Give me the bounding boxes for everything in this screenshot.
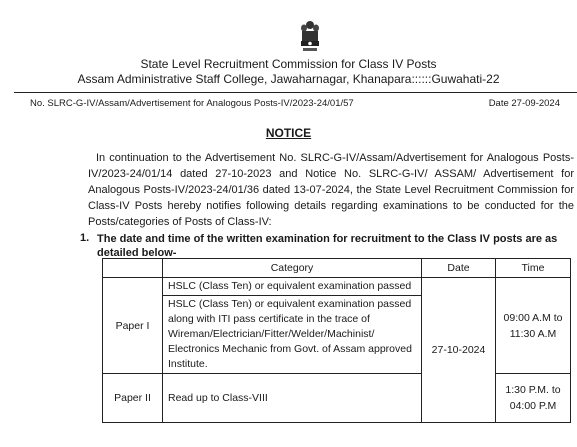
commission-address: Assam Administrative Staff College, Jawaharnagar, Khanapara::::::Guwahati-22: [77, 72, 500, 86]
paper-i-label: Paper I: [103, 278, 163, 374]
table-row: [103, 374, 571, 423]
paper-i-category-1: HSLC (Class Ten) or equivalent examination passed: [163, 278, 422, 296]
exam-date: 27-10-2024: [422, 278, 496, 423]
point-number: 1.: [80, 232, 90, 244]
reference-date: Date 27-09-2024: [488, 98, 560, 109]
notice-title: NOTICE: [265, 126, 312, 140]
header-divider: [14, 92, 577, 93]
header-category: Category: [163, 259, 422, 278]
paper-ii-time: 1:30 P.M. to 04:00 P.M: [496, 374, 571, 423]
exam-schedule-table: [102, 258, 571, 423]
header-date: Date: [422, 259, 496, 278]
paper-i-category-2: HSLC (Class Ten) or equivalent examination passed along with ITI pass certificate in the trace of Wireman/Electrician/Fitter/Welder/Machinist/ Electronics Mechanic from Govt. of Assam approved Institute.: [163, 296, 422, 374]
commission-name: State Level Recruitment Commission for Class IV Posts: [140, 57, 437, 71]
notice-paragraph: In continuation to the Advertisement No. SLRC-G-IV/Assam/Advertisement for Analogous Posts-IV/2023-24/01/14 dated 27-10-2023 and Notice No. SLRC-G-IV/ ASSAM/ Advertisement for Analogous Posts-IV/2023-24/01/36 dated 13-07-2024, the State Level Recruitment Commission for Class-IV Posts hereby notifies following details regarding examinations to be conducted for the Posts/categories of Posts of Class-IV:: [88, 152, 574, 228]
paper-i-time: 09:00 A.M to 11:30 A.M: [496, 278, 571, 374]
paper-ii-category: Read up to Class-VIII: [163, 374, 422, 423]
point-text: The date and time of the written examination for recruitment to the Class IV posts are as detailed below-: [97, 233, 558, 259]
header-time: Time: [496, 259, 571, 278]
reference-number: No. SLRC-G-IV/Assam/Advertisement for Analogous Posts-IV/2023-24/01/57: [30, 98, 354, 109]
header-paper-cell: [103, 259, 163, 278]
table-row: [103, 278, 571, 296]
table-header-row: [103, 259, 571, 278]
state-emblem-icon: [299, 20, 321, 54]
paper-ii-label: Paper II: [103, 374, 163, 423]
